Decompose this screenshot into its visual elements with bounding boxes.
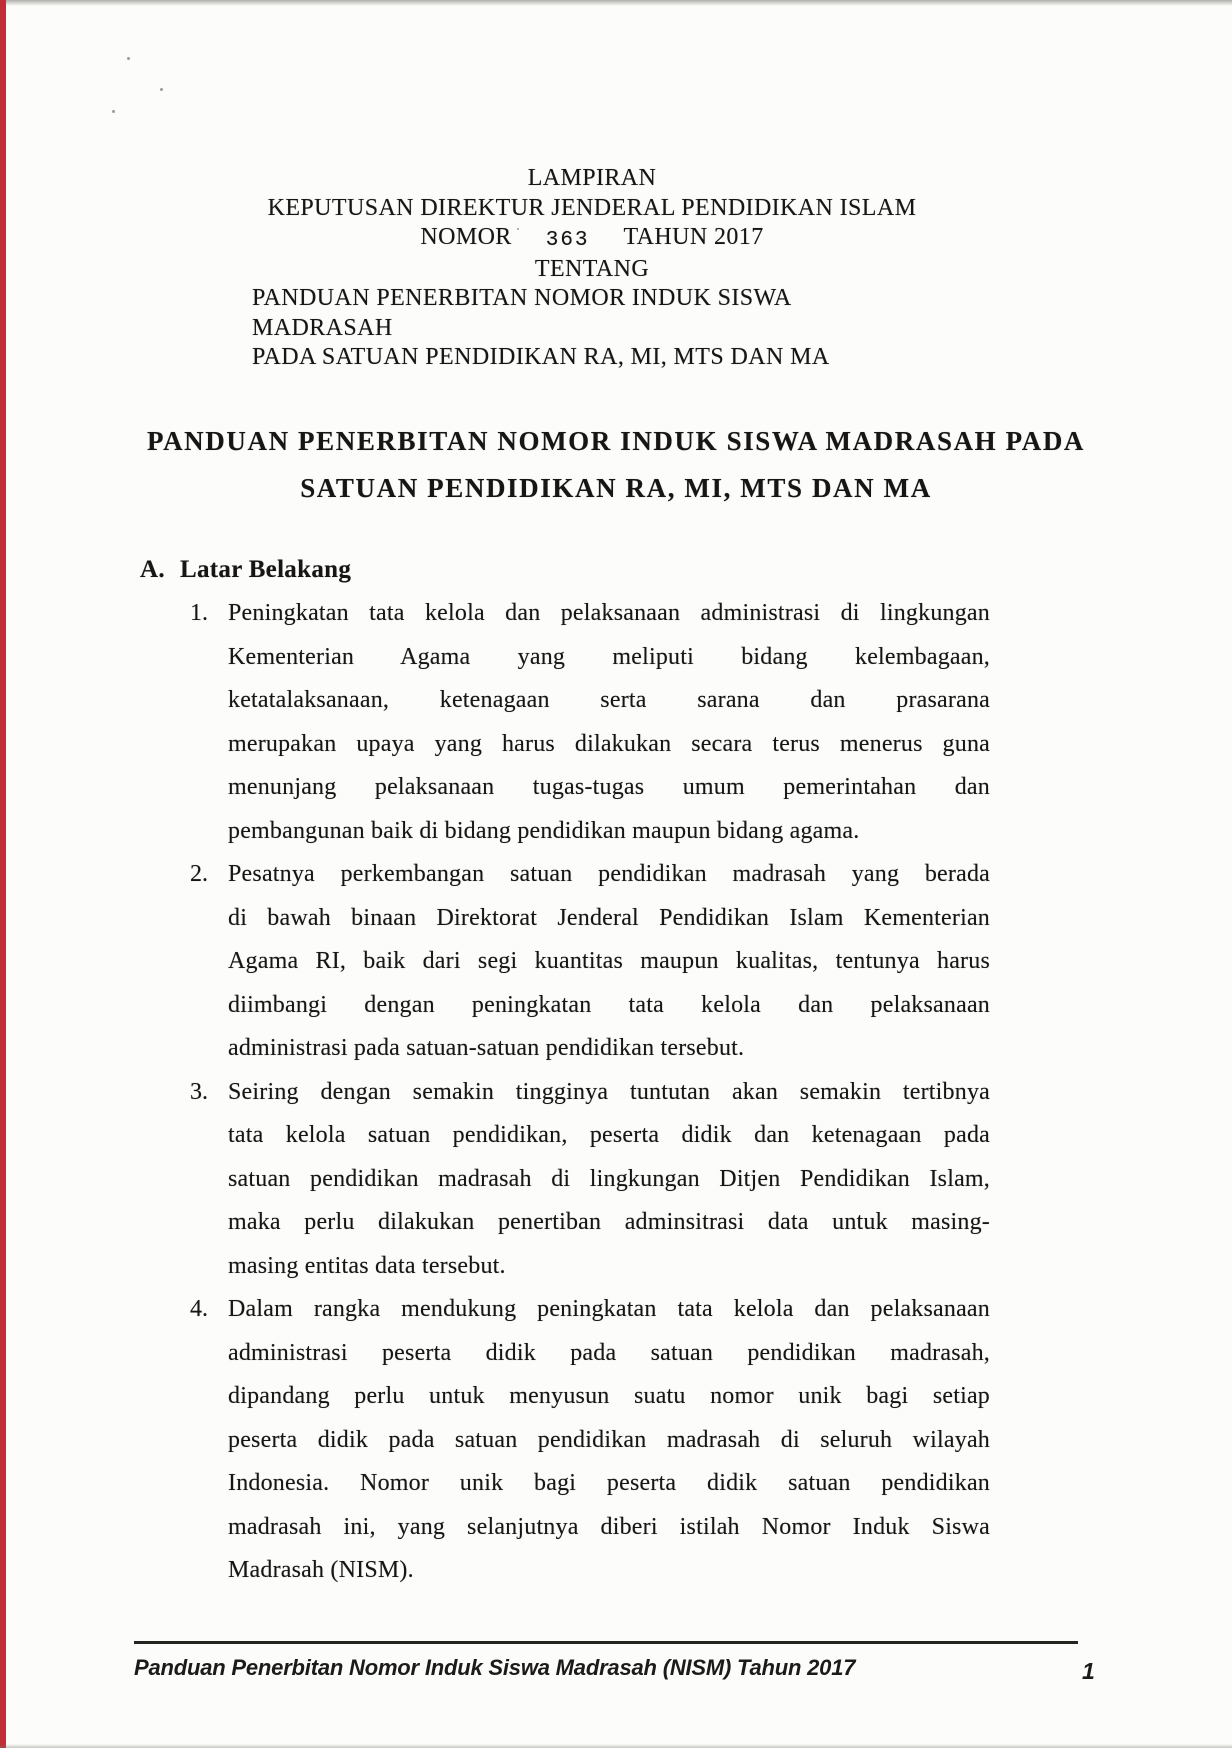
item-number: 4. <box>190 1296 208 1322</box>
item-line: satuan pendidikan madrasah di lingkungan Ditjen Pendidikan Islam, <box>228 1165 990 1192</box>
lampiran-header <box>252 164 932 373</box>
item-line: pembangunan baik di bidang pendidikan maupun bidang agama. <box>228 817 860 844</box>
nomor-year: TAHUN 2017 <box>623 224 764 250</box>
header-line-tentang: TENTANG <box>534 255 650 282</box>
scan-edge-top <box>0 0 1232 6</box>
item-line: maka perlu dilakukan penertiban adminsitrasi data untuk masing- <box>228 1209 990 1235</box>
item-line: menunjang pelaksanaan tugas-tugas umum pemerintahan dan <box>228 774 990 800</box>
scan-speck <box>160 88 163 91</box>
header-line-lampiran: LAMPIRAN <box>527 165 657 191</box>
item-line: Madrasah (NISM). <box>228 1557 414 1583</box>
document-title-line-1: PANDUAN PENERBITAN NOMOR INDUK SISWA MADRASAH PADA <box>146 426 1086 456</box>
header-line-pada-satuan: PADA SATUAN PENDIDIKAN RA, MI, MTS DAN MA <box>252 344 830 370</box>
header-line-panduan: PANDUAN PENERBITAN NOMOR INDUK SISWA MADRASAH <box>252 285 791 341</box>
item-line: peserta didik pada satuan pendidikan madrasah di seluruh wilayah <box>228 1426 990 1453</box>
item-line: Dalam rangka mendukung peningkatan tata kelola dan pelaksanaan <box>228 1296 990 1322</box>
item-line: masing entitas data tersebut. <box>228 1252 506 1279</box>
item-line: diimbangi dengan peningkatan tata kelola dan pelaksanaan <box>228 991 990 1018</box>
item-number: 1. <box>190 600 208 626</box>
list-item <box>190 853 990 1071</box>
item-line: Pesatnya perkembangan satuan pendidikan madrasah yang berada <box>228 861 990 887</box>
item-line: administrasi pada satuan-satuan pendidikan tersebut. <box>228 1035 745 1061</box>
item-line: Kementerian Agama yang meliputi bidang kelembagaan, <box>228 643 990 670</box>
item-body <box>228 853 990 1071</box>
footer-text: Panduan Penerbitan Nomor Induk Siswa Madrasah (NISM) Tahun 2017 <box>134 1655 856 1680</box>
page-number: 1 <box>1082 1658 1095 1684</box>
document-title-line-2: SATUAN PENDIDIKAN RA, MI, MTS DAN MA <box>300 473 932 503</box>
item-line: dipandang perlu untuk menyusun suatu nomor unik bagi setiap <box>228 1383 990 1409</box>
list-item <box>190 1071 990 1289</box>
item-line: madrasah ini, yang selanjutnya diberi istilah Nomor Induk Siswa <box>228 1513 990 1540</box>
item-line: administrasi peserta didik pada satuan pendidikan madrasah, <box>228 1339 990 1366</box>
item-number: 2. <box>190 861 208 887</box>
item-line: di bawah binaan Direktorat Jenderal Pendidikan Islam Kementerian <box>228 904 990 931</box>
item-line: merupakan upaya yang harus dilakukan secara terus menerus guna <box>228 730 990 757</box>
item-line: Agama RI, baik dari segi kuantitas maupun kualitas, tentunya harus <box>228 948 990 974</box>
scan-edge-left-red-stripe <box>0 0 6 1748</box>
item-line: tata kelola satuan pendidikan, peserta didik dan ketenagaan pada <box>228 1122 990 1148</box>
header-line-nomor <box>252 223 932 255</box>
item-line: Indonesia. Nomor unik bagi peserta didik satuan pendidikan <box>228 1470 990 1496</box>
item-number: 3. <box>190 1078 208 1105</box>
list-item <box>190 1288 990 1593</box>
item-line: ketatalaksanaan, ketenagaan serta sarana dan prasarana <box>228 687 990 713</box>
item-line: Peningkatan tata kelola dan pelaksanaan administrasi di lingkungan <box>228 600 990 626</box>
footer-rule <box>134 1641 1078 1644</box>
numbered-list <box>190 592 990 1593</box>
document-title <box>0 418 1232 512</box>
header-line-keputusan: KEPUTUSAN DIREKTUR JENDERAL PENDIDIKAN ISLAM <box>267 194 917 221</box>
nomor-label: NOMOR <box>420 224 512 250</box>
scan-speck <box>127 57 130 60</box>
item-line: Seiring dengan semakin tingginya tuntutan akan semakin tertibnya <box>228 1078 990 1105</box>
section-label: A. <box>140 556 165 583</box>
section-title: Latar Belakang <box>180 556 352 583</box>
section-heading-latar-belakang <box>140 556 351 584</box>
nomor-number: 363 <box>545 229 590 252</box>
scan-speck <box>112 110 115 113</box>
scan-edge-bottom <box>0 1744 1232 1748</box>
item-body <box>228 1288 990 1593</box>
item-body <box>228 592 990 853</box>
item-body <box>228 1071 990 1289</box>
list-item <box>190 592 990 853</box>
